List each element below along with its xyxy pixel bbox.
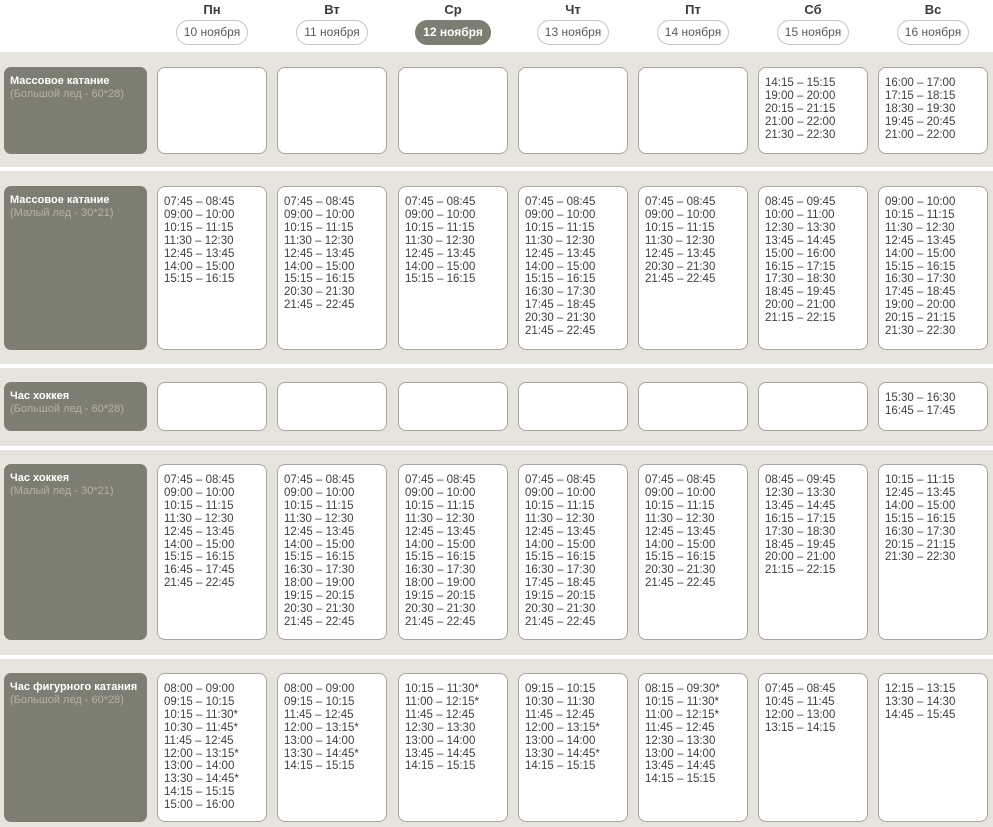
- time-slot[interactable]: 21:45 – 22:45: [405, 615, 476, 628]
- time-slot[interactable]: 11:00 – 12:15*: [645, 708, 719, 721]
- time-slot[interactable]: 17:15 – 18:15: [885, 89, 956, 102]
- time-slot[interactable]: 10:15 – 11:30*: [164, 708, 238, 721]
- time-slot[interactable]: 08:00 – 09:00: [284, 683, 355, 695]
- time-slot[interactable]: 20:30 – 21:30: [645, 260, 716, 273]
- time-slot[interactable]: 18:45 – 19:45: [765, 538, 836, 551]
- row-title: Час фигурного катания: [10, 681, 138, 693]
- schedule-cell: [758, 673, 868, 822]
- time-slot[interactable]: 20:15 – 21:15: [885, 538, 956, 551]
- time-slot[interactable]: 16:30 – 17:30: [885, 273, 956, 286]
- time-slot[interactable]: 16:00 – 17:00: [885, 77, 956, 89]
- time-slot[interactable]: 07:45 – 08:45: [645, 474, 716, 486]
- time-slot[interactable]: 20:30 – 21:30: [525, 603, 596, 616]
- time-slot[interactable]: 13:30 – 14:45*: [525, 747, 600, 760]
- row-label: [4, 67, 147, 154]
- time-slot[interactable]: 07:45 – 08:45: [164, 196, 235, 208]
- time-slot[interactable]: 20:30 – 21:30: [405, 603, 476, 616]
- time-slot[interactable]: 21:30 – 22:30: [765, 128, 836, 141]
- time-slot[interactable]: 15:15 – 16:15: [284, 273, 355, 286]
- day-column-header: [758, 0, 868, 45]
- time-slot[interactable]: 10:15 – 11:15: [164, 221, 234, 234]
- time-slot[interactable]: 20:15 – 21:15: [765, 102, 836, 115]
- time-slot[interactable]: 14:00 – 15:00: [645, 538, 716, 551]
- time-slot[interactable]: 20:30 – 21:30: [284, 603, 355, 616]
- schedule-cell: [277, 382, 387, 431]
- time-slot[interactable]: 21:15 – 22:15: [765, 312, 836, 325]
- row-title: Массовое катание: [10, 194, 110, 206]
- date-pill-6[interactable]: 16 ноября: [897, 20, 969, 45]
- time-slot[interactable]: 09:00 – 10:00: [885, 196, 956, 208]
- time-slot[interactable]: 13:00 – 14:00: [405, 734, 476, 747]
- time-slot[interactable]: 10:30 – 11:45*: [164, 721, 238, 734]
- time-slot[interactable]: 15:15 – 16:15: [284, 551, 355, 564]
- time-slot[interactable]: 14:15 – 15:15: [765, 77, 836, 89]
- time-slot[interactable]: 12:30 – 13:30: [645, 734, 716, 747]
- row-subtitle: (Большой лед - 60*28): [10, 403, 124, 415]
- day-column-header: [157, 0, 267, 45]
- schedule-cell: [878, 382, 988, 431]
- time-slot[interactable]: 13:00 – 14:00: [645, 747, 716, 760]
- schedule-cell: [758, 464, 868, 640]
- time-slot[interactable]: 19:15 – 20:15: [405, 590, 476, 603]
- time-slot[interactable]: 12:00 – 13:15*: [525, 721, 600, 734]
- time-slot[interactable]: 12:45 – 13:45: [405, 247, 476, 260]
- time-slot[interactable]: 21:45 – 22:45: [164, 577, 235, 590]
- time-slot[interactable]: 14:00 – 15:00: [525, 260, 596, 273]
- time-slot[interactable]: 20:30 – 21:30: [645, 564, 716, 577]
- time-slot[interactable]: 17:45 – 18:45: [885, 286, 956, 299]
- schedule-cell: [277, 673, 387, 822]
- time-slot[interactable]: 16:45 – 17:45: [164, 564, 235, 577]
- time-slot[interactable]: 20:00 – 21:00: [765, 299, 836, 312]
- time-slot[interactable]: 10:00 – 11:00: [765, 208, 835, 221]
- time-slot[interactable]: 10:15 – 11:15: [645, 221, 715, 234]
- schedule-cell: [157, 186, 267, 350]
- time-slot[interactable]: 18:30 – 19:30: [885, 102, 956, 115]
- row-title: Час хоккея: [10, 390, 70, 402]
- time-slot[interactable]: 12:00 – 13:15*: [164, 747, 239, 760]
- time-slot[interactable]: 16:30 – 17:30: [525, 286, 596, 299]
- schedule-cell: [398, 67, 508, 154]
- row-label: [4, 382, 147, 431]
- time-slot[interactable]: 09:00 – 10:00: [405, 208, 476, 221]
- time-slot[interactable]: 13:30 – 14:45*: [284, 747, 359, 760]
- time-slot[interactable]: 19:00 – 20:00: [885, 299, 956, 312]
- time-slot[interactable]: 20:15 – 21:15: [885, 312, 956, 325]
- day-name: Чт: [565, 2, 581, 17]
- schedule-cell: [758, 67, 868, 154]
- day-column-header: [518, 0, 628, 45]
- time-slot[interactable]: 21:30 – 22:30: [885, 551, 956, 564]
- row-label: [4, 464, 147, 640]
- time-slot[interactable]: 12:45 – 13:45: [164, 247, 235, 260]
- date-pill-5[interactable]: 15 ноября: [777, 20, 849, 45]
- time-slot[interactable]: 11:30 – 12:30: [164, 234, 234, 247]
- schedule-cell: [518, 186, 628, 350]
- time-slot[interactable]: 10:15 – 11:15: [405, 499, 475, 512]
- time-slot[interactable]: 14:00 – 15:00: [284, 260, 355, 273]
- time-slot[interactable]: 15:15 – 16:15: [164, 273, 235, 286]
- time-slot[interactable]: 14:00 – 15:00: [284, 538, 355, 551]
- time-slot[interactable]: 21:45 – 22:45: [525, 615, 596, 628]
- time-slot[interactable]: 17:45 – 18:45: [525, 299, 596, 312]
- time-slot[interactable]: 12:45 – 13:45: [885, 234, 956, 247]
- time-slot[interactable]: 09:15 – 10:15: [284, 695, 355, 708]
- time-slot[interactable]: 09:00 – 10:00: [284, 208, 355, 221]
- time-slot[interactable]: 17:45 – 18:45: [525, 577, 596, 590]
- time-slot[interactable]: 11:45 – 12:45: [525, 708, 595, 721]
- schedule-cell: [758, 186, 868, 350]
- time-slot[interactable]: 19:00 – 20:00: [765, 89, 836, 102]
- schedule-cell: [157, 673, 267, 822]
- time-slot[interactable]: 14:00 – 15:00: [885, 247, 956, 260]
- time-slot[interactable]: 10:15 – 11:15: [885, 474, 955, 486]
- schedule-cell: [518, 382, 628, 431]
- time-slot[interactable]: 07:45 – 08:45: [525, 196, 596, 208]
- schedule-cell: [157, 67, 267, 154]
- schedule-cell: [638, 673, 748, 822]
- time-slot[interactable]: 14:15 – 15:15: [525, 760, 596, 773]
- time-slot[interactable]: 09:00 – 10:00: [405, 486, 476, 499]
- time-slot[interactable]: 13:30 – 14:45*: [164, 773, 239, 786]
- time-slot[interactable]: 11:30 – 12:30: [525, 234, 595, 247]
- time-slot[interactable]: 16:30 – 17:30: [284, 564, 355, 577]
- time-slot[interactable]: 11:30 – 12:30: [525, 512, 595, 525]
- schedule-cell: [157, 464, 267, 640]
- day-name: Пн: [203, 2, 221, 17]
- time-slot[interactable]: 20:30 – 21:30: [525, 312, 596, 325]
- day-header: [0, 0, 993, 48]
- time-slot[interactable]: 08:00 – 09:00: [164, 683, 235, 695]
- time-slot[interactable]: 12:45 – 13:45: [525, 247, 596, 260]
- date-pill-1[interactable]: 11 ноября: [296, 20, 368, 45]
- time-slot[interactable]: 11:45 – 12:45: [284, 708, 354, 721]
- time-slot[interactable]: 14:15 – 15:15: [645, 773, 716, 786]
- time-slot[interactable]: 10:15 – 11:15: [284, 499, 354, 512]
- time-slot[interactable]: 21:45 – 22:45: [525, 325, 596, 338]
- schedule-cell: [398, 464, 508, 640]
- time-slot[interactable]: 19:45 – 20:45: [885, 115, 956, 128]
- time-slot[interactable]: 15:15 – 16:15: [525, 551, 596, 564]
- day-column-header: [277, 0, 387, 45]
- time-slot[interactable]: 08:45 – 09:45: [765, 474, 836, 486]
- row-label: [4, 186, 147, 350]
- time-slot[interactable]: 14:15 – 15:15: [405, 760, 476, 773]
- time-slot[interactable]: 16:45 – 17:45: [885, 404, 956, 417]
- time-slot[interactable]: 11:30 – 12:30: [405, 234, 475, 247]
- time-slot[interactable]: 12:30 – 13:30: [405, 721, 476, 734]
- time-slot[interactable]: 09:15 – 10:15: [525, 683, 596, 695]
- row-subtitle: (Большой лед - 60*28): [10, 694, 124, 706]
- time-slot[interactable]: 14:00 – 15:00: [885, 499, 956, 512]
- time-slot[interactable]: 20:00 – 21:00: [765, 551, 836, 564]
- time-slot[interactable]: 19:15 – 20:15: [284, 590, 355, 603]
- time-slot[interactable]: 21:45 – 22:45: [645, 577, 716, 590]
- time-slot[interactable]: 15:15 – 16:15: [405, 551, 476, 564]
- schedule-cell: [398, 673, 508, 822]
- time-slot[interactable]: 13:00 – 14:00: [284, 734, 355, 747]
- schedule-cell: [518, 464, 628, 640]
- time-slot[interactable]: 11:45 – 12:45: [164, 734, 234, 747]
- schedule-cell: [878, 673, 988, 822]
- day-column-header: [398, 0, 508, 45]
- schedule-cell: [398, 186, 508, 350]
- schedule-cell: [398, 382, 508, 431]
- time-slot[interactable]: 15:15 – 16:15: [405, 273, 476, 286]
- time-slot[interactable]: 12:45 – 13:45: [645, 525, 716, 538]
- row-subtitle: (Большой лед - 60*28): [10, 88, 124, 100]
- time-slot[interactable]: 10:15 – 11:30*: [645, 695, 719, 708]
- time-slot[interactable]: 11:30 – 12:30: [405, 512, 475, 525]
- time-slot[interactable]: 19:15 – 20:15: [525, 590, 596, 603]
- time-slot[interactable]: 15:15 – 16:15: [885, 260, 956, 273]
- time-slot[interactable]: 09:00 – 10:00: [645, 208, 716, 221]
- time-slot[interactable]: 13:45 – 14:45: [645, 760, 716, 773]
- time-slot[interactable]: 13:00 – 14:00: [525, 734, 596, 747]
- time-slot[interactable]: 09:15 – 10:15: [164, 695, 235, 708]
- time-slot[interactable]: 10:30 – 11:30: [525, 695, 595, 708]
- schedule-cell: [638, 67, 748, 154]
- time-slot[interactable]: 11:30 – 12:30: [645, 234, 715, 247]
- time-slot[interactable]: 11:30 – 12:30: [645, 512, 715, 525]
- time-slot[interactable]: 15:15 – 16:15: [525, 273, 596, 286]
- day-name: Пт: [685, 2, 701, 17]
- time-slot[interactable]: 10:15 – 11:15: [405, 221, 475, 234]
- date-pill-4[interactable]: 14 ноября: [657, 20, 729, 45]
- time-slot[interactable]: 10:15 – 11:15: [525, 499, 595, 512]
- schedule-cell: [518, 67, 628, 154]
- time-slot[interactable]: 07:45 – 08:45: [284, 196, 355, 208]
- time-slot[interactable]: 14:00 – 15:00: [405, 538, 476, 551]
- time-slot[interactable]: 07:45 – 08:45: [525, 474, 596, 486]
- row-title: Час хоккея: [10, 472, 70, 484]
- time-slot[interactable]: 12:30 – 13:30: [765, 221, 836, 234]
- time-slot[interactable]: 15:15 – 16:15: [885, 512, 956, 525]
- time-slot[interactable]: 10:15 – 11:15: [164, 499, 234, 512]
- day-name: Вс: [924, 2, 942, 17]
- day-name: Вт: [324, 2, 340, 17]
- time-slot[interactable]: 07:45 – 08:45: [405, 196, 476, 208]
- time-slot[interactable]: 08:45 – 09:45: [765, 196, 836, 208]
- time-slot[interactable]: 13:30 – 14:30: [885, 695, 956, 708]
- time-slot[interactable]: 10:15 – 11:15: [885, 208, 955, 221]
- schedule-cell: [638, 464, 748, 640]
- schedule-cell: [277, 186, 387, 350]
- date-pill-0[interactable]: 10 ноября: [176, 20, 248, 45]
- time-slot[interactable]: 11:30 – 12:30: [284, 234, 354, 247]
- time-slot[interactable]: 07:45 – 08:45: [645, 196, 716, 208]
- time-slot[interactable]: 13:15 – 14:15: [765, 721, 836, 734]
- time-slot[interactable]: 10:15 – 11:15: [525, 221, 595, 234]
- time-slot[interactable]: 07:45 – 08:45: [164, 474, 235, 486]
- schedule-cell: [758, 382, 868, 431]
- time-slot[interactable]: 12:00 – 13:15*: [284, 721, 359, 734]
- time-slot[interactable]: 09:00 – 10:00: [525, 486, 596, 499]
- schedule-cell: [638, 186, 748, 350]
- time-slot[interactable]: 15:15 – 16:15: [645, 551, 716, 564]
- time-slot[interactable]: 09:00 – 10:00: [645, 486, 716, 499]
- time-slot[interactable]: 11:30 – 12:30: [164, 512, 234, 525]
- time-slot[interactable]: 07:45 – 08:45: [405, 474, 476, 486]
- time-slot[interactable]: 13:45 – 14:45: [405, 747, 476, 760]
- time-slot[interactable]: 12:45 – 13:45: [405, 525, 476, 538]
- day-name: Ср: [444, 2, 462, 17]
- time-slot[interactable]: 12:45 – 13:45: [525, 525, 596, 538]
- time-slot[interactable]: 16:30 – 17:30: [405, 564, 476, 577]
- time-slot[interactable]: 11:30 – 12:30: [284, 512, 354, 525]
- time-slot[interactable]: 11:30 – 12:30: [885, 221, 955, 234]
- day-column-header: [878, 0, 988, 45]
- time-slot[interactable]: 10:45 – 11:45: [765, 695, 835, 708]
- time-slot[interactable]: 15:00 – 16:00: [765, 247, 836, 260]
- time-slot[interactable]: 16:15 – 17:15: [765, 512, 836, 525]
- time-slot[interactable]: 13:45 – 14:45: [765, 234, 836, 247]
- time-slot[interactable]: 13:00 – 14:00: [164, 760, 235, 773]
- time-slot[interactable]: 10:15 – 11:15: [284, 221, 354, 234]
- time-slot[interactable]: 14:00 – 15:00: [405, 260, 476, 273]
- time-slot[interactable]: 21:00 – 22:00: [765, 115, 836, 128]
- time-slot[interactable]: 07:45 – 08:45: [284, 474, 355, 486]
- time-slot[interactable]: 21:45 – 22:45: [284, 615, 355, 628]
- time-slot[interactable]: 17:30 – 18:30: [765, 525, 836, 538]
- time-slot[interactable]: 17:30 – 18:30: [765, 273, 836, 286]
- time-slot[interactable]: 14:15 – 15:15: [164, 786, 235, 799]
- time-slot[interactable]: 14:45 – 15:45: [885, 708, 956, 721]
- date-pill-2[interactable]: 12 ноября: [415, 20, 491, 45]
- time-slot[interactable]: 12:00 – 13:00: [765, 708, 836, 721]
- schedule-cell: [878, 186, 988, 350]
- row-label: [4, 673, 147, 822]
- time-slot[interactable]: 14:15 – 15:15: [284, 760, 355, 773]
- time-slot[interactable]: 15:00 – 16:00: [164, 799, 235, 812]
- time-slot[interactable]: 14:00 – 15:00: [164, 260, 235, 273]
- time-slot[interactable]: 21:15 – 22:15: [765, 564, 836, 577]
- time-slot[interactable]: 10:15 – 11:30*: [405, 683, 479, 695]
- time-slot[interactable]: 12:15 – 13:15: [885, 683, 956, 695]
- row-subtitle: (Малый лед - 30*21): [10, 207, 114, 219]
- time-slot[interactable]: 18:45 – 19:45: [765, 286, 836, 299]
- time-slot[interactable]: 09:00 – 10:00: [164, 208, 235, 221]
- time-slot[interactable]: 21:45 – 22:45: [645, 273, 716, 286]
- time-slot[interactable]: 12:45 – 13:45: [284, 525, 355, 538]
- time-slot[interactable]: 21:45 – 22:45: [284, 299, 355, 312]
- time-slot[interactable]: 14:00 – 15:00: [164, 538, 235, 551]
- time-slot[interactable]: 08:15 – 09:30*: [645, 683, 720, 695]
- schedule-cell: [878, 464, 988, 640]
- time-slot[interactable]: 11:00 – 12:15*: [405, 695, 479, 708]
- time-slot[interactable]: 20:30 – 21:30: [284, 286, 355, 299]
- time-slot[interactable]: 12:30 – 13:30: [765, 486, 836, 499]
- time-slot[interactable]: 14:00 – 15:00: [525, 538, 596, 551]
- time-slot[interactable]: 15:30 – 16:30: [885, 392, 956, 404]
- time-slot[interactable]: 11:45 – 12:45: [645, 721, 715, 734]
- schedule-cell: [157, 382, 267, 431]
- date-pill-3[interactable]: 13 ноября: [537, 20, 609, 45]
- day-column-header: [638, 0, 748, 45]
- time-slot[interactable]: 11:45 – 12:45: [405, 708, 475, 721]
- row-title: Массовое катание: [10, 75, 110, 87]
- time-slot[interactable]: 12:45 – 13:45: [885, 486, 956, 499]
- time-slot[interactable]: 15:15 – 16:15: [164, 551, 235, 564]
- time-slot[interactable]: 13:45 – 14:45: [765, 499, 836, 512]
- time-slot[interactable]: 18:00 – 19:00: [284, 577, 355, 590]
- time-slot[interactable]: 16:30 – 17:30: [885, 525, 956, 538]
- schedule-cell: [277, 67, 387, 154]
- time-slot[interactable]: 12:45 – 13:45: [284, 247, 355, 260]
- schedule-cell: [518, 673, 628, 822]
- schedule-cell: [638, 382, 748, 431]
- day-name: Сб: [804, 2, 822, 17]
- time-slot[interactable]: 10:15 – 11:15: [645, 499, 715, 512]
- time-slot[interactable]: 09:00 – 10:00: [525, 208, 596, 221]
- schedule-cell: [277, 464, 387, 640]
- time-slot[interactable]: 12:45 – 13:45: [645, 247, 716, 260]
- time-slot[interactable]: 12:45 – 13:45: [164, 525, 235, 538]
- time-slot[interactable]: 16:15 – 17:15: [765, 260, 836, 273]
- time-slot[interactable]: 21:00 – 22:00: [885, 128, 956, 141]
- time-slot[interactable]: 18:00 – 19:00: [405, 577, 476, 590]
- row-subtitle: (Малый лед - 30*21): [10, 485, 114, 497]
- time-slot[interactable]: 07:45 – 08:45: [765, 683, 836, 695]
- time-slot[interactable]: 09:00 – 10:00: [284, 486, 355, 499]
- schedule-cell: [878, 67, 988, 154]
- time-slot[interactable]: 21:30 – 22:30: [885, 325, 956, 338]
- time-slot[interactable]: 09:00 – 10:00: [164, 486, 235, 499]
- time-slot[interactable]: 16:30 – 17:30: [525, 564, 596, 577]
